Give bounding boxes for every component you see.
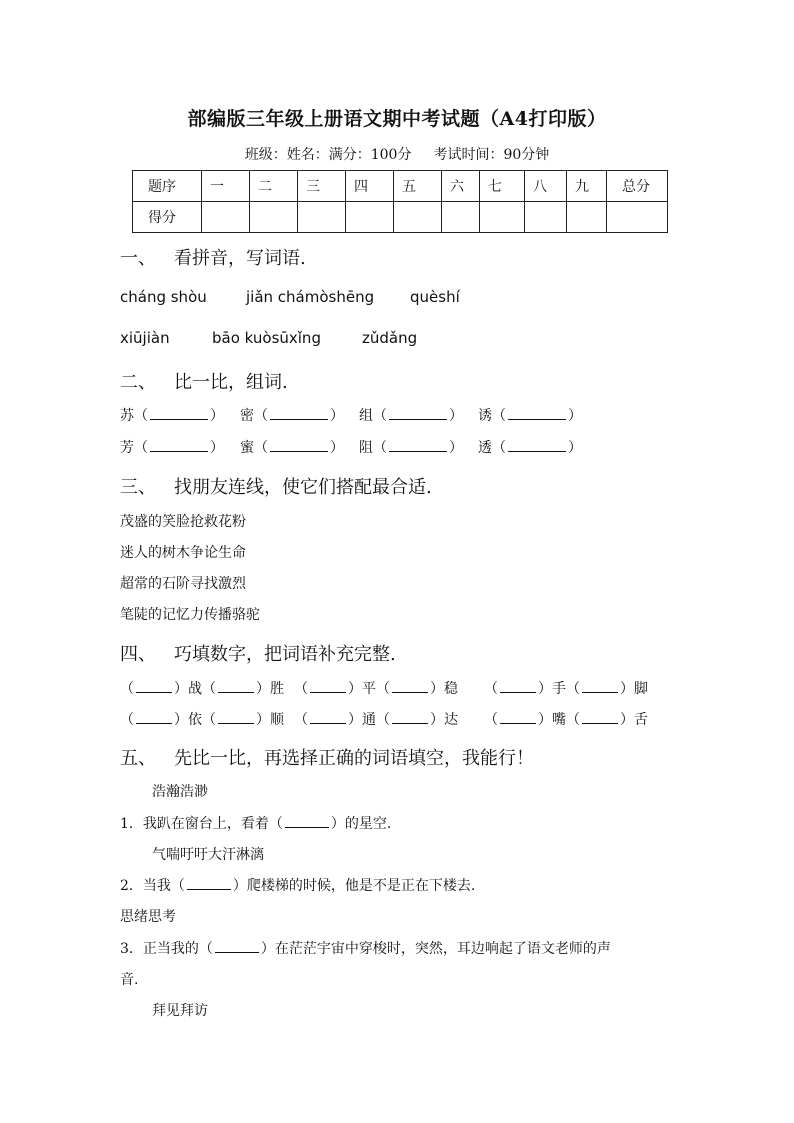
pinyin-item: jiǎn chámòshēng xyxy=(246,288,375,306)
idiom-char: 平 xyxy=(362,681,376,697)
word-choices-2: 气喘吁吁大汗淋漓 xyxy=(152,847,264,863)
answer-blank[interactable] xyxy=(500,679,536,693)
idiom-row-1 xyxy=(120,678,648,698)
score-cell[interactable] xyxy=(250,202,298,233)
answer-blank[interactable] xyxy=(150,406,208,420)
pinyin-row-1 xyxy=(120,288,460,306)
pinyin-row-2 xyxy=(120,329,417,347)
score-header-cell: 八 xyxy=(525,171,567,202)
score-header-cell: 题序 xyxy=(133,171,202,202)
question-text: ）爬楼梯的时候，他是不是正在下楼去. xyxy=(232,878,476,894)
idiom-item: （ ）嘴（ ）舌 xyxy=(484,712,648,728)
compare-item: 诱（ ） xyxy=(478,408,582,424)
compare-char: 组 xyxy=(359,408,373,424)
exam-time: 考试时间：90分钟 xyxy=(433,147,550,163)
idiom-char: 顺 xyxy=(270,712,284,728)
score-cell[interactable] xyxy=(607,202,668,233)
match-line: 迷人的树木争论生命 xyxy=(120,545,246,561)
compare-item: 组（ ） xyxy=(359,408,463,424)
question-text: 3．正当我的（ xyxy=(120,941,213,957)
answer-blank[interactable] xyxy=(389,438,447,452)
word-choices-4: 拜见拜访 xyxy=(152,1003,208,1019)
question-text: 1．我趴在窗台上，看着（ xyxy=(120,816,283,832)
score-cell[interactable] xyxy=(298,202,346,233)
score-header-cell: 总分 xyxy=(607,171,668,202)
answer-blank[interactable] xyxy=(392,679,428,693)
compare-item: 透（ ） xyxy=(478,440,582,456)
idiom-char: 依 xyxy=(188,712,202,728)
section-number: 四、 xyxy=(120,644,156,665)
section-title: 找朋友连线，使它们搭配最合适. xyxy=(174,477,432,498)
compare-char: 阻 xyxy=(359,440,373,456)
answer-blank[interactable] xyxy=(150,438,208,452)
compare-item: 密（ ） xyxy=(240,408,344,424)
fill-question-1 xyxy=(120,813,391,833)
score-header-cell: 九 xyxy=(567,171,607,202)
answer-blank[interactable] xyxy=(389,406,447,420)
answer-blank[interactable] xyxy=(215,939,259,953)
score-header-cell: 一 xyxy=(202,171,250,202)
answer-blank[interactable] xyxy=(392,710,428,724)
compare-item: 阻（ ） xyxy=(359,440,463,456)
idiom-char: 通 xyxy=(362,712,376,728)
section-number: 三、 xyxy=(120,477,156,498)
idiom-char: 胜 xyxy=(270,681,284,697)
answer-blank[interactable] xyxy=(218,710,254,724)
pinyin-item: cháng shòu xyxy=(120,288,207,306)
compare-char: 苏 xyxy=(120,408,134,424)
answer-blank[interactable] xyxy=(136,710,172,724)
idiom-char: 稳 xyxy=(444,681,458,697)
score-cell[interactable] xyxy=(525,202,567,233)
match-line: 笔陡的记忆力传播骆驼 xyxy=(120,607,260,623)
score-header-cell: 六 xyxy=(442,171,480,202)
section-title: 看拼音，写词语. xyxy=(174,248,306,269)
answer-blank[interactable] xyxy=(187,876,231,890)
score-header-cell: 四 xyxy=(346,171,394,202)
pinyin-item: zǔdǎng xyxy=(362,329,418,347)
score-cell[interactable] xyxy=(202,202,250,233)
score-table xyxy=(132,170,668,233)
idiom-char: 手 xyxy=(552,681,566,697)
question-text: ）的星空. xyxy=(330,816,392,832)
answer-blank[interactable] xyxy=(508,438,566,452)
score-row-label: 得分 xyxy=(133,202,202,233)
answer-blank[interactable] xyxy=(582,679,618,693)
compare-char: 密 xyxy=(240,408,254,424)
compare-char: 蜜 xyxy=(240,440,254,456)
section-title: 巧填数字，把词语补充完整. xyxy=(174,644,396,665)
section-2-heading xyxy=(120,368,288,394)
idiom-item: （ ）通（ ）达 xyxy=(294,712,458,728)
compare-row-2 xyxy=(120,437,582,457)
score-cell[interactable] xyxy=(442,202,480,233)
idiom-char: 达 xyxy=(444,712,458,728)
answer-blank[interactable] xyxy=(218,679,254,693)
answer-blank[interactable] xyxy=(582,710,618,724)
idiom-char: 舌 xyxy=(634,712,648,728)
score-header-cell: 三 xyxy=(298,171,346,202)
score-cell[interactable] xyxy=(346,202,394,233)
answer-blank[interactable] xyxy=(310,710,346,724)
pinyin-item: bāo kuòsūxǐng xyxy=(212,329,321,347)
score-header-cell: 七 xyxy=(480,171,525,202)
answer-blank[interactable] xyxy=(310,679,346,693)
answer-blank[interactable] xyxy=(500,710,536,724)
compare-char: 诱 xyxy=(478,408,492,424)
section-3-heading xyxy=(120,473,432,499)
score-cell[interactable] xyxy=(567,202,607,233)
compare-char: 芳 xyxy=(120,440,134,456)
match-line: 超常的石阶寻找激烈 xyxy=(120,576,246,592)
word-choices-3: 思绪思考 xyxy=(120,909,176,925)
fill-question-3 xyxy=(120,938,611,958)
section-title: 比一比，组词. xyxy=(174,372,288,393)
idiom-item: （ ）手（ ）脚 xyxy=(484,681,648,697)
fill-question-2 xyxy=(120,875,475,895)
compare-char: 透 xyxy=(478,440,492,456)
pinyin-item: quèshí xyxy=(410,288,460,306)
idiom-char: 嘴 xyxy=(552,712,566,728)
section-title: 先比一比，再选择正确的词语填空，我能行！ xyxy=(174,748,534,769)
section-number: 二、 xyxy=(120,372,156,393)
score-cell[interactable] xyxy=(480,202,525,233)
score-header-cell: 五 xyxy=(394,171,442,202)
compare-item: 苏（ ） xyxy=(120,408,224,424)
score-table-header-row xyxy=(133,171,668,202)
section-4-heading xyxy=(120,640,396,666)
match-line: 茂盛的笑脸抢救花粉 xyxy=(120,514,246,530)
answer-blank[interactable] xyxy=(136,679,172,693)
score-table-score-row xyxy=(133,202,668,233)
page-title: 部编版三年级上册语文期中考试题（A4打印版） xyxy=(187,108,607,130)
fill-question-3-continued: 音. xyxy=(120,972,139,988)
class-name-score: 班级：姓名：满分：100分 xyxy=(244,147,412,163)
answer-blank[interactable] xyxy=(285,814,329,828)
answer-blank[interactable] xyxy=(270,406,328,420)
question-text: 2．当我（ xyxy=(120,878,185,894)
section-5-heading xyxy=(120,744,534,770)
compare-item: 芳（ ） xyxy=(120,440,224,456)
question-text: ）在茫茫宇宙中穿梭时，突然，耳边响起了语文老师的声 xyxy=(260,941,611,957)
idiom-item: （ ）战（ ）胜 xyxy=(120,681,284,697)
compare-row-1 xyxy=(120,405,582,425)
score-header-cell: 二 xyxy=(250,171,298,202)
idiom-item: （ ）平（ ）稳 xyxy=(294,681,458,697)
section-1-heading xyxy=(120,244,306,270)
idiom-char: 战 xyxy=(188,681,202,697)
section-number: 一、 xyxy=(120,248,156,269)
answer-blank[interactable] xyxy=(508,406,566,420)
compare-item: 蜜（ ） xyxy=(240,440,344,456)
idiom-item: （ ）依（ ）顺 xyxy=(120,712,284,728)
exam-info xyxy=(0,144,794,164)
word-choices-1: 浩瀚浩渺 xyxy=(152,784,208,800)
idiom-row-2 xyxy=(120,709,648,729)
score-cell[interactable] xyxy=(394,202,442,233)
pinyin-item: xiūjiàn xyxy=(120,329,170,347)
section-number: 五、 xyxy=(120,748,156,769)
idiom-char: 脚 xyxy=(634,681,648,697)
answer-blank[interactable] xyxy=(270,438,328,452)
